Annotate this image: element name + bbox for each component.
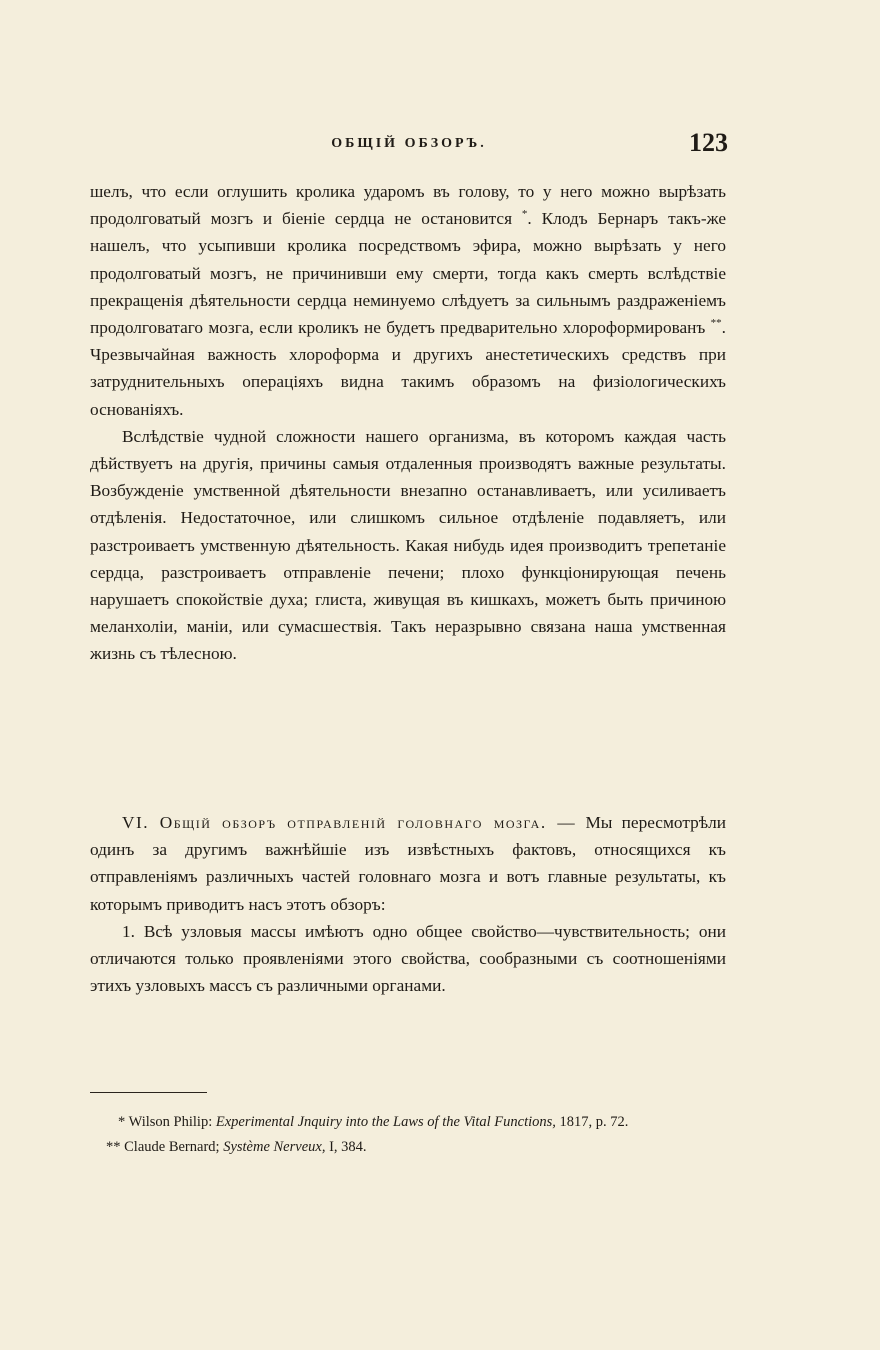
footnote-author: Wilson Philip: xyxy=(125,1114,216,1130)
footnote-mark: ** xyxy=(106,1139,121,1155)
footnote-2 xyxy=(90,1135,726,1160)
footnote-author: Claude Bernard; xyxy=(120,1139,224,1155)
paragraph-continued xyxy=(90,178,726,423)
footnote-mark: ** xyxy=(710,317,722,330)
footnotes xyxy=(90,1110,726,1160)
footnote-citation: I, 384. xyxy=(325,1139,367,1155)
footnote-mark: * xyxy=(521,208,528,221)
footnote-mark: * xyxy=(118,1114,126,1130)
footnote-work-title: Experimental Jnquiry into the Laws of the Vital Functions, xyxy=(215,1114,556,1130)
section-vi xyxy=(90,809,726,999)
section-paragraph xyxy=(90,809,726,918)
section-text: Мы пересмотрѣли одинъ за другимъ важнѣйшіе изъ извѣстныхъ фактовъ, относящихся къ отправленіямъ различныхъ частей головнаго мозга и вотъ главные результаты, къ которымъ приводитъ насъ этотъ обзоръ: xyxy=(90,813,726,914)
paragraph: Вслѣдствіе чудной сложности нашего организма, въ которомъ каждая часть дѣйствуетъ на другія, причины самыя отдаленныя производятъ важные результаты. Возбужденіе умственной дѣятельности внезапно останавливаетъ, или усиливаетъ отдѣленія. Недостаточное, или слишкомъ сильное отдѣленіе подавляетъ, или разстроиваетъ умственную дѣятельность. Какая нибудь идея производитъ трепетаніе сердца, разстроиваетъ отправленіе печени; плохо функціонирующая печень нарушаетъ спокойствіе духа; глиста, живущая въ кишкахъ, можетъ быть причиною меланхоліи, маніи, или сумасшествія. Такъ неразрывно связана наша умственная жизнь съ тѣлесною. xyxy=(90,426,726,664)
footnote-citation: 1817, p. 72. xyxy=(555,1114,629,1130)
paragraph-text: шелъ, что если оглушить кролика ударомъ въ голову, то у него можно вырѣзать продолговатый мозгъ и біеніе сердца не остановится xyxy=(90,182,726,229)
footnote-separator xyxy=(90,1092,207,1093)
section-heading: VI. Общій обзоръ отправленій головнаго мозга. — xyxy=(122,813,577,832)
page-number: 123 xyxy=(689,128,728,157)
running-head xyxy=(90,128,728,160)
running-head-title: ОБЩІЙ ОБЗОРЪ. xyxy=(331,136,487,151)
footnote-work-title: Système Nerveux, xyxy=(223,1139,326,1155)
paragraph-text: . Клодъ Бернаръ такъ-же нашелъ, что усыпивши кролика посредствомъ эфира, можно вырѣзать у него продолговатый мозгъ, не причинивши ему смерти, тогда какъ смерть вслѣдствіе прекращенія дѣятельности сердца неминуемо слѣдуетъ за сильнымъ раздраженіемъ продолговатаго мозга, если кроликъ не будетъ предварительно хлороформированъ xyxy=(90,209,727,338)
footnote-1 xyxy=(90,1110,726,1135)
main-text xyxy=(90,178,726,668)
paragraph-text: . Чрезвычайная важность хлороформа и другихъ анестетическихъ средствъ при затруднительныхъ операціяхъ видна такимъ образомъ на физіологическихъ основаніяхъ. xyxy=(90,318,726,419)
list-item: 1. Всѣ узловыя массы имѣютъ одно общее свойство—чувствительность; они отличаются только проявленіями этого свойства, сообразными съ соотношеніями этихъ узловыхъ массъ съ различными органами. xyxy=(90,921,726,996)
